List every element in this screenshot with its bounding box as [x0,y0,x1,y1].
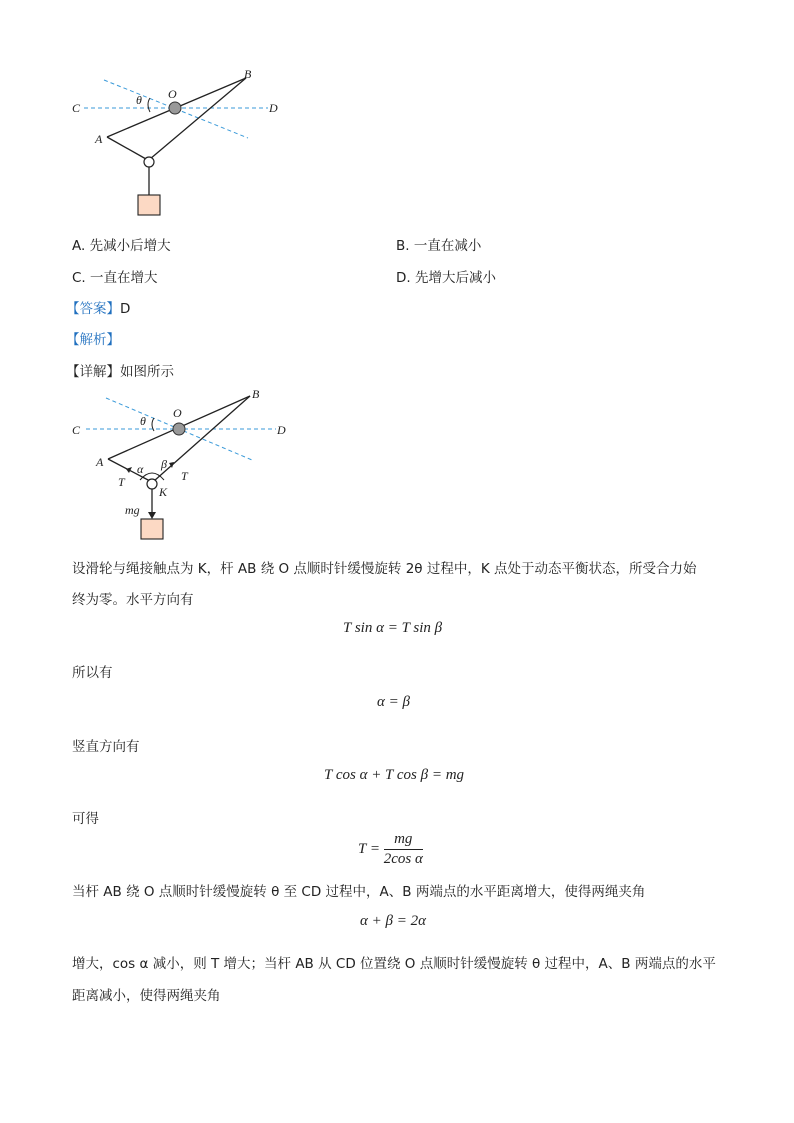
paragraph-6b: 距离减小，使得两绳夹角 [72,988,221,1004]
equation-5: α + β = 2α [360,913,426,929]
equation-2: α = β [377,694,410,710]
equation-4-lhs: T = [358,841,380,857]
paragraph-5: 当杆 AB 绕 O 点顺时针缓慢旋转 θ 至 CD 过程中，A、B 两端点的水平距离增大，使得两绳夹角 [72,884,646,900]
pivot-o [173,423,185,435]
block [141,519,163,539]
label-t-left: T [118,475,125,489]
answer-tag: 【答案】 [66,301,120,317]
equation-4 [358,831,423,868]
label-b: B [252,387,260,401]
pivot-o [169,102,181,114]
label-c: C [72,423,81,437]
theta-arc [148,98,150,112]
figure-1 [66,66,296,226]
equation-4-fraction [384,831,423,868]
label-o: O [168,87,177,101]
paragraph-2: 所以有 [72,665,113,681]
label-c: C [72,101,81,115]
pulley [144,157,154,167]
figure-2 [66,384,306,546]
label-theta: θ [136,93,142,107]
equation-4-numerator: mg [384,831,423,850]
label-d: D [277,423,286,437]
label-mg: mg [125,503,140,517]
paragraph-6: 增大，cos α 减小，则 T 增大；当杆 AB 从 CD 位置绕 O 点顺时针缓慢旋转 θ 过程中，A、B 两端点的水平 [72,956,716,972]
detail-tag: 【详解】 [66,364,120,380]
block [138,195,160,215]
equation-4-denominator: 2cos α [383,851,423,867]
label-t-right: T [181,469,188,483]
rope-right [154,396,250,481]
label-d: D [269,101,278,115]
answer-line [66,297,130,317]
label-a: A [96,455,104,469]
paragraph-1b: 终为零。水平方向有 [72,592,194,608]
option-c: C. 一直在增大 [72,270,158,286]
label-beta: β [161,457,167,471]
detail-line [66,360,174,380]
rope-left [107,137,146,159]
analysis-tag: 【解析】 [66,332,120,348]
arrow-t-left [126,467,132,473]
paragraph-4: 可得 [72,811,99,827]
answer-value: D [120,301,131,317]
label-o: O [173,406,182,420]
label-theta: θ [140,414,146,428]
equation-1: T sin α = T sin β [343,620,443,636]
weight-arrowhead [148,512,156,519]
equation-3: T cos α + T cos β = mg [324,767,465,783]
label-k: K [159,485,168,499]
label-b: B [244,67,252,81]
option-a: A. 先减小后增大 [72,238,171,254]
paragraph-1: 设滑轮与绳接触点为 K，杆 AB 绕 O 点顺时针缓慢旋转 2θ 过程中，K 点处于动态平衡状态，所受合力始 [72,561,697,577]
option-d: D. 先增大后减小 [396,270,496,286]
label-alpha: α [137,462,144,476]
detail-text: 如图所示 [120,364,174,380]
pulley [147,479,157,489]
rope-right [150,78,246,159]
label-a: A [95,132,103,146]
option-b: B. 一直在减小 [396,238,482,254]
paragraph-3: 竖直方向有 [72,739,140,755]
